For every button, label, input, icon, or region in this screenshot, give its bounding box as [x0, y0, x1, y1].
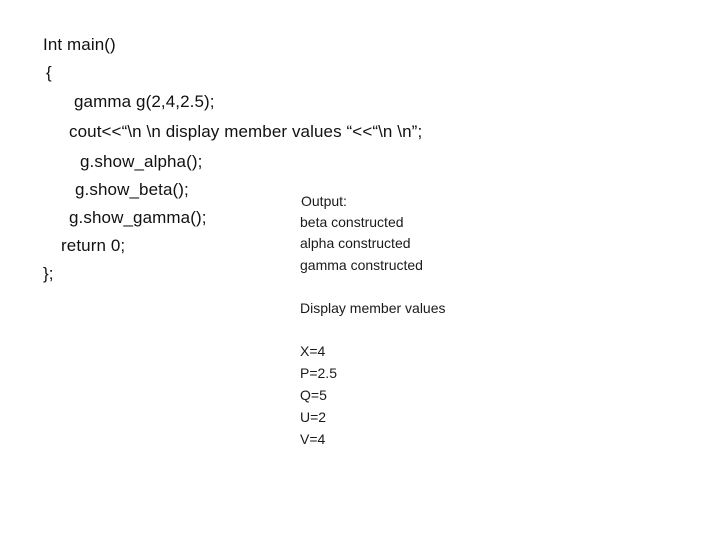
output-value: X=4	[300, 343, 326, 359]
code-line: cout<<“\n \n display member values “<<“\n \n”;	[69, 122, 423, 141]
output-value: Q=5	[300, 387, 327, 403]
code-line: g.show_gamma();	[69, 208, 207, 227]
output-line: alpha constructed	[300, 235, 411, 251]
code-line: g.show_beta();	[75, 180, 189, 199]
output-line: beta constructed	[300, 214, 404, 230]
code-line: gamma g(2,4,2.5);	[74, 92, 215, 111]
code-line: };	[43, 264, 54, 283]
output-value: U=2	[300, 409, 327, 425]
code-line: {	[46, 63, 52, 82]
code-line: return 0;	[61, 236, 126, 255]
code-line: g.show_alpha();	[80, 152, 203, 171]
output-value: V=4	[300, 431, 326, 447]
output-heading: Output:	[301, 193, 347, 209]
output-display-title: Display member values	[300, 300, 446, 316]
output-line: gamma constructed	[300, 257, 423, 273]
output-value: P=2.5	[300, 365, 337, 381]
code-line: Int main()	[43, 35, 116, 54]
